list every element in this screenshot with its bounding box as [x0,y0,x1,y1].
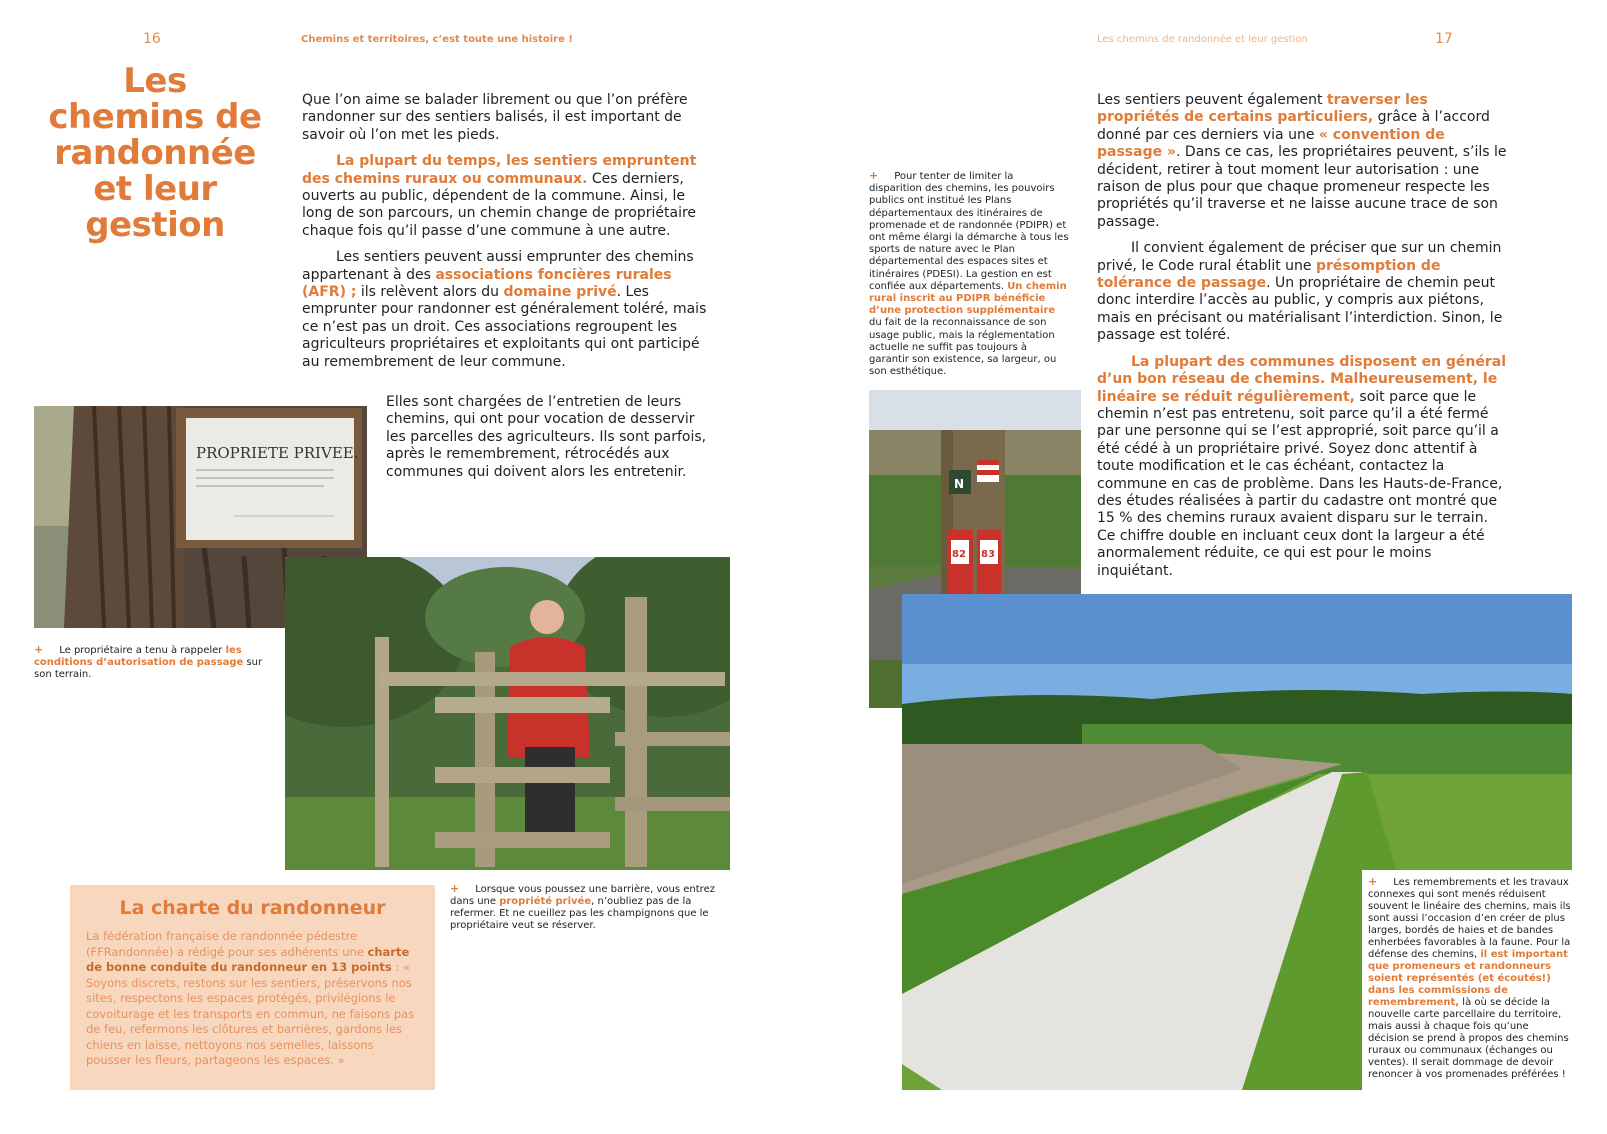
paragraph [1097,354,1509,580]
highlight: les conditions d’autorisation de passage [34,645,244,668]
text: . Les emprunter pour randonner est généralement toléré, mais ce n’est pas un droit. Ces associations regroupent les agriculteurs propriétaires et exploitants qui ont participé au remembrement de leur commune. [302,284,707,370]
photo-gate-image [285,557,730,870]
paragraph [302,249,714,371]
text: La fédération française de randonnée pédestre (FFRandonnée) a rédigé pour ses adhérents une [86,929,368,959]
svg-text:N: N [954,477,965,491]
plus-icon: + [1368,875,1378,888]
title-line: randonnée [54,133,256,173]
text: sur son terrain. [34,657,263,680]
paragraph: Que l’on aime se balader librement ou que l’on préfère randonner sur des sentiers balisés, il est important de savoir où l’on met les pieds. [302,92,688,143]
side-note-pdipr [869,170,1069,378]
highlight: présomption de tolérance de passage [1097,257,1441,292]
text: Ces derniers, ouverts au public, dépendent de la commune. Ainsi, le long de son parcours, un chemin change de propriétaire chaque fois qu’il passe d’une commune à une autre. [302,170,697,239]
text: Le propriétaire a tenu à rappeler [59,645,226,656]
caption-private-sign [34,644,264,681]
text: grâce à l’accord donné par ces derniers via une [1097,109,1490,143]
photo-gate [285,557,730,870]
running-header-right: Les chemins de randonnée et leur gestion [1097,34,1308,45]
charter-text [86,929,421,1069]
charter-title: La charte du randonneur [119,897,386,919]
highlight: charte de bonne conduite du randonneur en 13 points [86,944,410,974]
text: Pour tenter de limiter la disparition des chemins, les pouvoirs publics ont institué les Plans départementaux des itinéraires de promenade et de randonnée (PDIPR) et ont même élargi la démarche à tous les sports de nature avec le Plan départemental des espaces sites et itinéraires (PDESI). La gestion en est confiée aux départements. [869,171,1069,292]
left-body-text [302,92,714,371]
text: Les sentiers peuvent également [1097,92,1327,108]
right-body-text [1097,92,1509,580]
text: ils relèvent alors du [356,284,504,301]
page-number-right: 17 [1435,31,1453,47]
text: soit parce que le chemin n’est pas entretenu, soit parce qu’il a été fermé par une personne qui se l’est approprié, soit parce qu’il a été cédé à un propriétaire privé. Soyez donc attentif à toute modification et le cas échéant, contactez la commune en cas de problème. Dans les Hauts-de-France, des études réalisées à partir du cadastre ont montré que 15 % des chemins ruraux avaient disparu sur le terrain. Ce chiffre double en incluant ceux dont la largeur a été anormalement réduite, ce qui est pour le moins inquiétant. [1097,388,1503,579]
text: . Dans ce cas, les propriétaires peuvent, s’ils le décident, retirer à tout moment leur autorisation : une raison de plus pour que chaque promeneur respecte les propriétés qu’il traverse et ne laisse aucune trace de son passage. [1097,144,1507,230]
text: là où se décide la nouvelle carte parcellaire du territoire, mais aussi à chaque fois qu’une décision se prend à propos des chemins ruraux ou communaux (échanges ou ventes). Il serait dommage de devoir renoncer à vos promenades préférées ! [1368,997,1569,1080]
highlight: La plupart du temps, les sentiers empruntent des chemins ruraux ou communaux. [302,153,697,187]
title-line: Les [123,61,187,101]
post-code: 83 [981,549,995,560]
caption-remembrement [1368,876,1571,1081]
caption-gate [450,883,732,932]
plus-icon: + [869,169,879,182]
paragraph [1097,92,1509,231]
title-line: chemins de [48,97,262,137]
highlight: « convention de passage » [1097,126,1445,161]
text: Les remembrements et les travaux connexes qui sont menés réduisent souvent le linéaire des chemins, mais ils sont aussi l’occasion d’en créer de plus larges, bordés de haies et de bandes enherbées favorables à la faune. Pour la défense des chemins, [1368,877,1571,960]
sign-text: PROPRIETE PRIVEE. [196,444,359,462]
left-body-continuation: Elles sont chargées de l’entretien de leurs chemins, qui ont pour vocation de desservir les parcelles des agriculteurs. Ils sont parfois, après le remembrement, rétrocédés aux communes qui doivent alors les entretenir. [386,394,707,480]
text: : « Soyons discrets, restons sur les sentiers, préservons nos sites, respectons les espaces protégés, privilégions le covoiturage et les transports en commun, ne faisons pas de feu, refermons les clôtures et barrières, gardons les chiens en laisse, nettoyons nos semelles, laissons pousser les fleurs, partageons les espaces. » [86,960,415,1067]
post-code: 82 [952,549,966,560]
text: . Un propriétaire de chemin peut donc interdire l’accès au public, y compris aux piétons, mais en précisant ou matérialisant l’interdiction. Sinon, le passage est toléré. [1097,275,1503,344]
charter-box [70,885,435,1090]
highlight: La plupart des communes disposent en général d’un bon réseau de chemins. Malheureusement, le linéaire se réduit régulièrement, [1097,353,1507,405]
text: Il convient également de préciser que sur un chemin privé, le Code rural établit une [1097,240,1502,274]
plus-icon: + [450,882,460,895]
highlight: propriété privée [499,896,592,907]
text: Lorsque vous poussez une barrière, vous entrez dans une [450,884,715,907]
text: Les sentiers peuvent aussi emprunter des chemins appartenant à des [302,249,694,283]
paragraph [302,153,714,240]
paragraph [1097,240,1509,344]
highlight: associations foncières rurales (AFR) ; [302,266,672,301]
text: , n’oubliez pas de la refermer. Et ne cueillez pas les champignons que le propriétaire veut se réserver. [450,896,709,931]
highlight: domaine privé [503,284,617,301]
highlight: il est important que promeneurs et randonneurs soient représentés (et écoutés!) dans les commissions de remembrement, [1368,949,1568,1008]
title-line: et leur [93,169,217,209]
text: du fait de la reconnaissance de son usage public, mais la réglementation actuelle ne suffit pas toujours à garantir son existence, sa largeur, ou son esthétique. [869,317,1057,378]
running-header-left: Chemins et territoires, c’est toute une histoire ! [301,34,573,45]
highlight: Un chemin rural inscrit au PDIPR bénéficie d’une protection supplémentaire [869,280,1067,317]
chapter-title [40,63,270,243]
plus-icon: + [34,643,44,656]
title-line: gestion [85,205,225,245]
highlight: traverser les propriétés de certains particuliers, [1097,92,1428,126]
page-number-left: 16 [143,31,161,47]
